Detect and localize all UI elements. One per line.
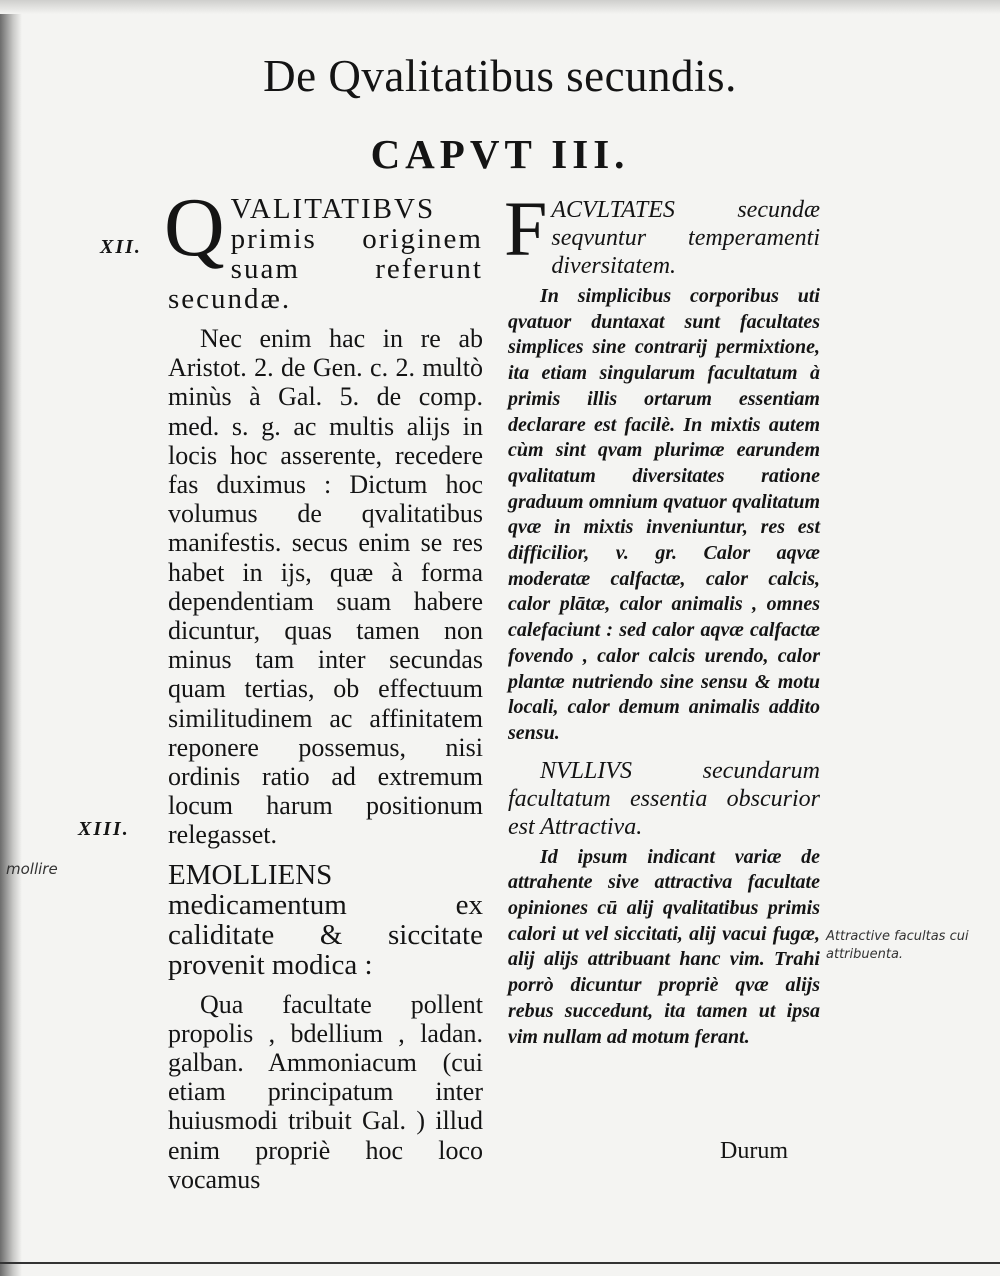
catchword: Durum [720,1138,788,1164]
thesis-right-2: NVLLIVS secundarum facultatum essentia obscurior est Attractiva. [508,757,820,840]
bottom-rule [0,1262,1000,1264]
running-header: De Qvalitatibus secundis. [263,51,737,101]
thesis-xii [164,181,483,315]
page-edge-shadow [0,0,22,1276]
right-column [504,185,820,1050]
left-column [164,181,483,1194]
handwritten-note-mollire: mollire [6,860,58,878]
commentary-xiii: Qua facultate pollent propolis , bdellium , ladan. galban. Ammoniacum (cui etiam principatum inter huiusmodi tribuit Gal. ) illud enim propriè hoc loco vocamus [168,989,483,1194]
commentary-xii: Nec enim hac in re ab Aristot. 2. de Gen. c. 2. multò minùs à Gal. 5. de comp. med. s. g. ac multis alijs in locis hoc asserente, recedere fas duximus : Dictum hoc volumus de qvalitatibus manifestis. secus enim se res habet in ijs, quæ à forma dependentiam suam habere dicuntur, quas tamen non minus tam inter secundas quam tertias, ob effectuum similitudinem ac affinitatem reponere possemus, nisi ordinis ratio ad extremum locum harum positionum relegasset. [168,324,483,850]
thesis-right-1-text: ACVLTATES secundæ seqvuntur temperamenti diversitatem. [551,197,820,279]
margin-number-xiii: XIII. [78,818,130,840]
dropcap-q: Q [164,181,225,274]
page-top-shadow [0,0,1000,14]
thesis-xii-text: VALITATIBVS primis originem suam referunt secundæ. [168,193,483,315]
commentary-right-2: Id ipsum indicant variæ de attrahente sive attractiva facultate opiniones cū alij qvalitatibus primis calori ut vel siccitati, alij vacui fugæ, alij alijs attribuant hanc vim. Trahi porrò dicuntur propriè qvæ alijs rebus succedunt, ita tamen ut ipsa vim nullam ad motum ferant. [508,845,820,1048]
thesis-right-1 [504,185,820,280]
chapter-title: CAPVT III. [370,131,630,177]
commentary-right-1: In simplicibus corporibus uti qvatuor duntaxat sunt facultates simplices sine contrarij permixtione, ita etiam singularum facultatum à primis illis ortarum essentiam declarare est facilè. In mixtis autem cùm sint qvam plurimæ earundem qvalitatum diversitates ratione graduum omnium qvatuor qvalitatum qvæ in mixtis inveniuntur, res est difficilior, v. gr. Calor aqvæ moderatæ calfactæ, calor calcis, calor plātæ, calor animalis , omnes calefaciunt : sed calor aqvæ calfactæ fovendo , calor calcis urendo, calor plantæ nutriendo sine sensu & motu locali, calor demum animalis addito sensu. [508,285,820,744]
thesis-xiii: EMOLLIENS medicamentum ex caliditate & siccitate provenit modica : [168,858,483,981]
dropcap-f: F [504,185,548,272]
margin-number-xii: XII. [100,236,142,258]
handwritten-note-attractive: Attractive facultas cui attribuenta. [826,929,969,962]
